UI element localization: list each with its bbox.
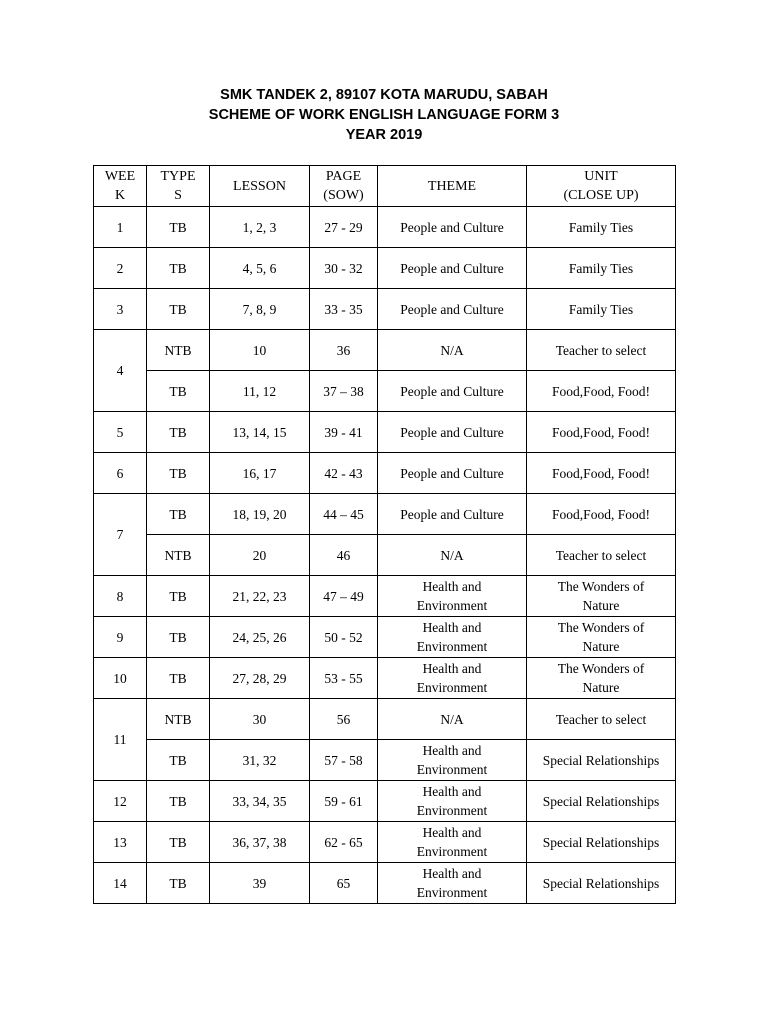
cell-unit-line: The Wonders of xyxy=(557,661,645,676)
cell-theme-line: Health and xyxy=(422,579,482,594)
cell-week: 4 xyxy=(94,330,147,412)
header-week: WEE K xyxy=(94,166,147,207)
cell-theme-line: Environment xyxy=(416,598,488,613)
cell-unit xyxy=(527,453,676,494)
cell-page: 44 – 45 xyxy=(310,494,378,535)
table-row xyxy=(94,289,676,330)
table-row xyxy=(94,453,676,494)
cell-theme-line: People and Culture xyxy=(400,506,504,522)
cell-lesson: 11, 12 xyxy=(210,371,310,412)
cell-theme xyxy=(378,289,527,330)
document-title: SCHEME OF WORK ENGLISH LANGUAGE FORM 3 xyxy=(208,107,560,123)
cell-type: TB xyxy=(147,412,210,453)
header-types: TYPE S xyxy=(147,166,210,207)
cell-theme xyxy=(378,453,527,494)
cell-unit xyxy=(527,863,676,904)
cell-page: 33 - 35 xyxy=(310,289,378,330)
cell-lesson: 1, 2, 3 xyxy=(210,207,310,248)
table-row xyxy=(94,330,676,371)
cell-theme-line: People and Culture xyxy=(400,219,504,235)
cell-unit xyxy=(527,822,676,863)
header-unit: UNIT (CLOSE UP) xyxy=(527,166,676,207)
cell-page: 36 xyxy=(310,330,378,371)
cell-lesson: 30 xyxy=(210,699,310,740)
cell-theme-line: Health and xyxy=(422,743,482,758)
cell-theme xyxy=(378,822,527,863)
table-row xyxy=(94,494,676,535)
cell-page: 42 - 43 xyxy=(310,453,378,494)
cell-page: 50 - 52 xyxy=(310,617,378,658)
cell-theme xyxy=(378,248,527,289)
cell-unit-line: Nature xyxy=(582,639,620,654)
cell-type: NTB xyxy=(147,699,210,740)
cell-theme-line: N/A xyxy=(440,342,464,358)
cell-page: 47 – 49 xyxy=(310,576,378,617)
cell-theme-line: Environment xyxy=(416,844,488,859)
cell-unit xyxy=(527,207,676,248)
cell-page: 27 - 29 xyxy=(310,207,378,248)
cell-theme xyxy=(378,494,527,535)
cell-theme xyxy=(378,576,527,617)
cell-page: 62 - 65 xyxy=(310,822,378,863)
cell-unit-line: Food,Food, Food! xyxy=(552,506,650,522)
table-row xyxy=(94,576,676,617)
cell-week: 7 xyxy=(94,494,147,576)
document-header xyxy=(0,85,768,145)
cell-lesson: 36, 37, 38 xyxy=(210,822,310,863)
cell-unit-line: Special Relationships xyxy=(542,834,660,850)
cell-theme-line: Health and xyxy=(422,661,482,676)
cell-theme-line: N/A xyxy=(440,711,464,727)
cell-lesson: 31, 32 xyxy=(210,740,310,781)
cell-theme-line: Environment xyxy=(416,885,488,900)
cell-unit-line: Food,Food, Food! xyxy=(552,465,650,481)
cell-lesson: 39 xyxy=(210,863,310,904)
cell-week: 9 xyxy=(94,617,147,658)
cell-theme-line: Environment xyxy=(416,680,488,695)
cell-unit xyxy=(527,658,676,699)
cell-lesson: 33, 34, 35 xyxy=(210,781,310,822)
cell-unit-line: Food,Food, Food! xyxy=(552,383,650,399)
cell-theme-line: N/A xyxy=(440,547,464,563)
cell-page: 46 xyxy=(310,535,378,576)
cell-lesson: 7, 8, 9 xyxy=(210,289,310,330)
cell-lesson: 16, 17 xyxy=(210,453,310,494)
cell-type: TB xyxy=(147,289,210,330)
cell-theme xyxy=(378,330,527,371)
cell-lesson: 18, 19, 20 xyxy=(210,494,310,535)
cell-unit xyxy=(527,248,676,289)
table-row xyxy=(94,207,676,248)
cell-theme xyxy=(378,658,527,699)
cell-type: TB xyxy=(147,658,210,699)
table-row xyxy=(94,740,676,781)
cell-unit xyxy=(527,617,676,658)
cell-theme-line: People and Culture xyxy=(400,465,504,481)
cell-unit-line: Family Ties xyxy=(568,260,634,276)
cell-type: TB xyxy=(147,781,210,822)
cell-theme-line: Health and xyxy=(422,825,482,840)
cell-unit-line: Family Ties xyxy=(568,219,634,235)
cell-theme-line: People and Culture xyxy=(400,301,504,317)
cell-week: 6 xyxy=(94,453,147,494)
cell-unit xyxy=(527,412,676,453)
cell-unit-line: The Wonders of xyxy=(557,579,645,594)
cell-theme xyxy=(378,412,527,453)
document-year: YEAR 2019 xyxy=(345,127,423,143)
cell-type: TB xyxy=(147,863,210,904)
cell-lesson: 10 xyxy=(210,330,310,371)
cell-type: NTB xyxy=(147,535,210,576)
cell-type: TB xyxy=(147,371,210,412)
cell-week: 8 xyxy=(94,576,147,617)
cell-unit-line: Special Relationships xyxy=(542,875,660,891)
cell-theme xyxy=(378,740,527,781)
cell-unit-line: Teacher to select xyxy=(555,342,647,358)
cell-page: 65 xyxy=(310,863,378,904)
school-name: SMK TANDEK 2, 89107 KOTA MARUDU, SABAH xyxy=(220,87,548,103)
cell-unit xyxy=(527,330,676,371)
cell-lesson: 4, 5, 6 xyxy=(210,248,310,289)
cell-unit xyxy=(527,740,676,781)
cell-unit xyxy=(527,371,676,412)
cell-type: TB xyxy=(147,576,210,617)
cell-theme xyxy=(378,207,527,248)
cell-week: 2 xyxy=(94,248,147,289)
cell-theme-line: People and Culture xyxy=(400,260,504,276)
table-row xyxy=(94,863,676,904)
cell-week: 12 xyxy=(94,781,147,822)
cell-type: TB xyxy=(147,207,210,248)
cell-unit xyxy=(527,535,676,576)
cell-page: 53 - 55 xyxy=(310,658,378,699)
cell-theme xyxy=(378,863,527,904)
header-page: PAGE (SOW) xyxy=(310,166,378,207)
table-row xyxy=(94,658,676,699)
cell-page: 39 - 41 xyxy=(310,412,378,453)
cell-theme xyxy=(378,699,527,740)
header-theme: THEME xyxy=(378,166,527,207)
cell-page: 59 - 61 xyxy=(310,781,378,822)
cell-type: TB xyxy=(147,453,210,494)
cell-unit-line: Teacher to select xyxy=(555,711,647,727)
cell-unit-line: Family Ties xyxy=(568,301,634,317)
cell-theme xyxy=(378,371,527,412)
scheme-of-work-table xyxy=(93,165,676,904)
cell-lesson: 21, 22, 23 xyxy=(210,576,310,617)
cell-week: 10 xyxy=(94,658,147,699)
cell-theme-line: Environment xyxy=(416,762,488,777)
cell-lesson: 13, 14, 15 xyxy=(210,412,310,453)
cell-theme-line: Environment xyxy=(416,803,488,818)
cell-week: 3 xyxy=(94,289,147,330)
cell-theme xyxy=(378,535,527,576)
cell-type: TB xyxy=(147,494,210,535)
cell-unit xyxy=(527,576,676,617)
cell-lesson: 24, 25, 26 xyxy=(210,617,310,658)
cell-theme-line: People and Culture xyxy=(400,424,504,440)
cell-week: 5 xyxy=(94,412,147,453)
cell-type: TB xyxy=(147,617,210,658)
table-row xyxy=(94,535,676,576)
cell-page: 30 - 32 xyxy=(310,248,378,289)
cell-unit-line: Teacher to select xyxy=(555,547,647,563)
cell-type: NTB xyxy=(147,330,210,371)
table-row xyxy=(94,699,676,740)
cell-unit-line: Special Relationships xyxy=(542,793,660,809)
cell-lesson: 20 xyxy=(210,535,310,576)
table-row xyxy=(94,781,676,822)
cell-type: TB xyxy=(147,740,210,781)
table-row xyxy=(94,371,676,412)
cell-unit-line: Nature xyxy=(582,598,620,613)
cell-theme-line: Health and xyxy=(422,784,482,799)
cell-unit-line: Special Relationships xyxy=(542,752,660,768)
cell-theme xyxy=(378,617,527,658)
cell-theme-line: Environment xyxy=(416,639,488,654)
cell-unit-line: Nature xyxy=(582,680,620,695)
table-row xyxy=(94,822,676,863)
cell-theme-line: People and Culture xyxy=(400,383,504,399)
cell-theme-line: Health and xyxy=(422,866,482,881)
table-row xyxy=(94,248,676,289)
cell-page: 56 xyxy=(310,699,378,740)
header-lesson: LESSON xyxy=(210,166,310,207)
cell-week: 13 xyxy=(94,822,147,863)
cell-week: 14 xyxy=(94,863,147,904)
table-header-row xyxy=(94,166,676,207)
table-row xyxy=(94,412,676,453)
table-row xyxy=(94,617,676,658)
cell-unit xyxy=(527,494,676,535)
cell-unit xyxy=(527,781,676,822)
cell-unit-line: Food,Food, Food! xyxy=(552,424,650,440)
cell-unit xyxy=(527,699,676,740)
cell-theme-line: Health and xyxy=(422,620,482,635)
cell-week: 1 xyxy=(94,207,147,248)
cell-type: TB xyxy=(147,822,210,863)
cell-type: TB xyxy=(147,248,210,289)
cell-unit-line: The Wonders of xyxy=(557,620,645,635)
cell-page: 57 - 58 xyxy=(310,740,378,781)
cell-theme xyxy=(378,781,527,822)
cell-lesson: 27, 28, 29 xyxy=(210,658,310,699)
cell-week: 11 xyxy=(94,699,147,781)
cell-unit xyxy=(527,289,676,330)
cell-page: 37 – 38 xyxy=(310,371,378,412)
